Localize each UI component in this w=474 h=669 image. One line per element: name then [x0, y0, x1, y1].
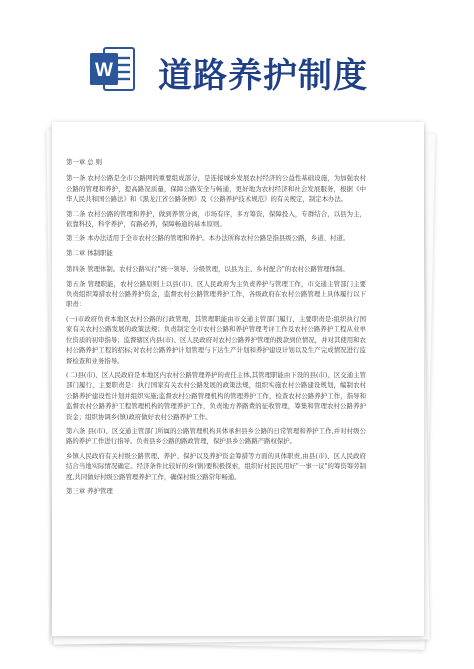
document-title: 道路养护制度 [158, 56, 368, 96]
article-paragraph: (一)市政府负责本地区农村公路的行政管理，其管理职能由市交通主管部门履行，主要职责是:组织执行国家有关农村公路发展的政策法规；负责制定全市农村公路和养护管理考评工作及农村公路养护工程从业单位资质的初审指导；监督辖区内县(市)、区人民政府对农村公路养护管理的拨款到位情况，并对其使用和农村公路养护工程的招标;对农村公路养护计划管理与下达生产计划和养护建设计划以及生产完成情况进行监督检查和业务指导。 [66, 314, 366, 365]
chapter-heading: 第二章 体制职能 [66, 248, 113, 257]
svg-text:W: W [95, 60, 113, 81]
word-document-icon [88, 45, 136, 93]
article-paragraph: 第六条 县(市)、区交通主管部门所属的公路管理机构具体承担县乡公路的日常管理和养护工作,并对村级公路的养护工作进行指导。负责县乡公路的路政管理，保护县乡公路路产路权保护。 [66, 426, 366, 446]
article-paragraph: (二)县(市)、区人民政府是本地区内农村公路管理养护的责任主体,其管理职能由下设的县(市)、区交通主管部门履行，主要职责是：执行国家有关农村公路发展的政策法规，组织实施农村公路建设规划，编制农村公路养护建设性计划并组织实施;监督农村公路管理机构的管理养护工作，检查农村公路养护工作，指导和监督农村公路养护工程管理机构的管理养护工作，负责地方养路费的征收管理，筹集和管理农村公路养护资金；组织协调乡(镇)政府做好农村公路养护工作。 [66, 370, 366, 421]
article-paragraph: 第四条 管理体制。农村公路实行"统一领导、分级管理，以县为主、乡村配合"的农村公路管理体制。 [66, 265, 349, 274]
document-body [66, 157, 366, 502]
chapter-heading: 第三章 养护管理 [66, 486, 113, 495]
article-paragraph: 第三条 本办法适用于全市农村公路的管理和养护。本办法所称农村公路是指县级公路，乡道、村道。 [66, 234, 350, 243]
article-paragraph: 第五条 管理职能，农村公路原则上以县(市)、区人民政府为主负责养护与管理工作，市交通主管部门主要负责组织筹措农村公路养护资金，监督农村公路管理养护工作，各级政府在农村公路管理上具体履行以下职责： [66, 279, 366, 309]
article-paragraph: 第一条 农村公路是全市公路网的重要组成部分，是连接城乡发展农村经济的公益性基础设施，为加强农村公路的管理和养护，提高路况质量，保障公路安全与畅通，更好地为农村经济和社会发展服务，根据《中华人民共和国公路法》和《黑龙江省公路条例》及《公路养护技术规范》的有关规定，制定本办法。 [66, 174, 366, 204]
document-header [0, 0, 474, 118]
article-paragraph: 第二条 农村公路的管理和养护，做到养管分离，市场有序，多方筹资，保障投入，专群结合，以县为主，依靠科技，科学养护，有路必养，保障畅通的基本原则。 [66, 209, 366, 229]
chapter-heading: 第一章 总 则 [66, 158, 103, 166]
article-paragraph: 乡镇人民政府有关村级公路管理、养护、保护以及养护资金筹措等方面的具体职责,由县(市)、区人民政府结合当地实际情况确定。经济条件比较好的乡(镇)要积极探索，组织好村民民用好"一事一议"的筹资筹劳制度,共同做好村级公路管理养护工作，确保村级公路常年畅通。 [66, 451, 366, 481]
